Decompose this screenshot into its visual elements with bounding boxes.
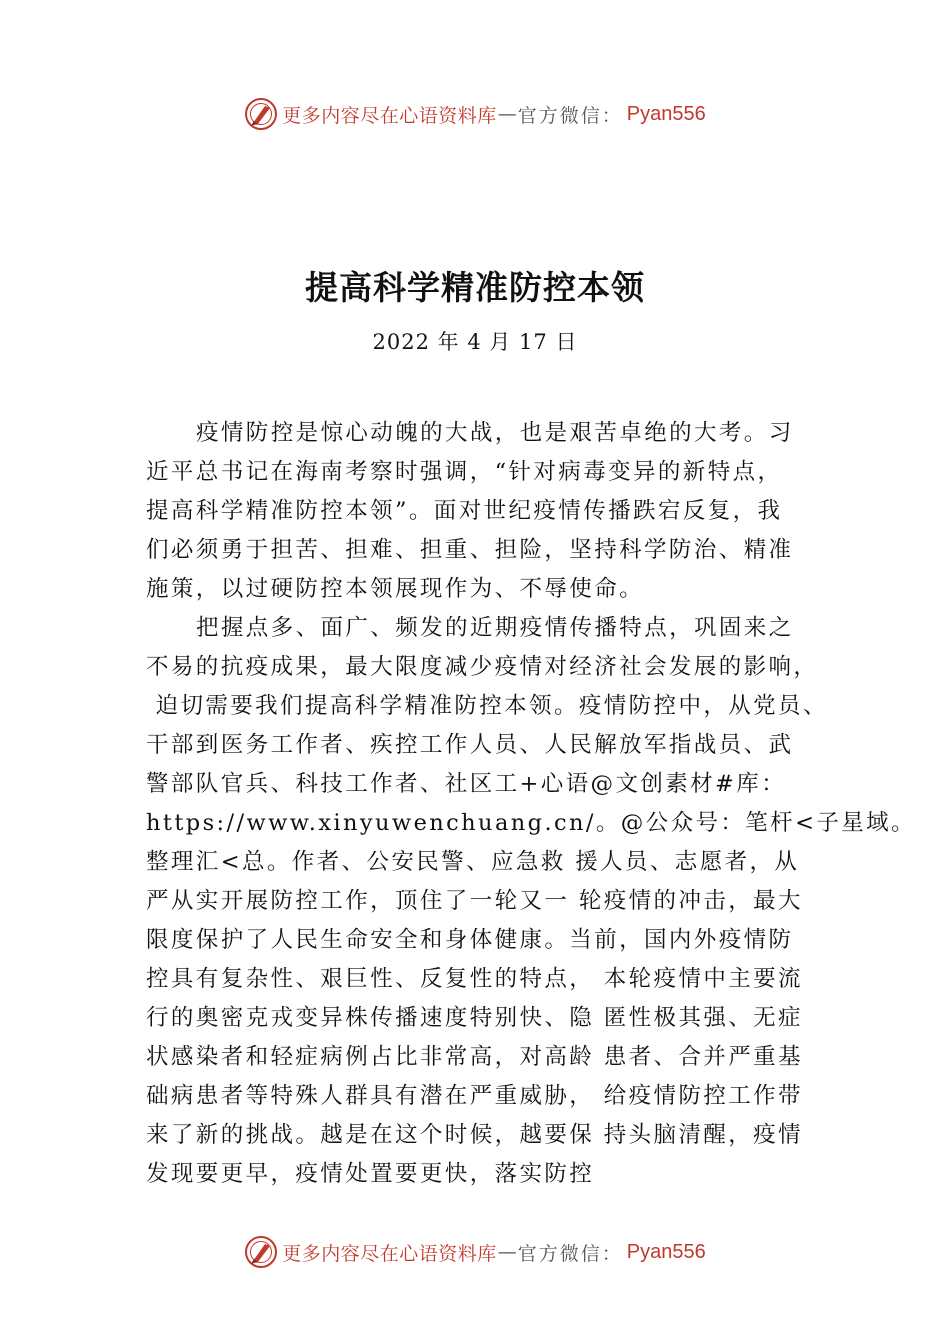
brush-logo-icon [244,97,278,131]
body-line: 提高科学精准防控本领”。面对世纪疫情传播跌宕反复，我 [146,498,783,524]
body-line: 不易的抗疫成果，最大限度减少疫情对经济社会发展的影响， [146,654,819,680]
banner-wechat-id: Pyan556 [626,102,706,125]
body-line: 状感染者和轻症病例占比非常高，对高龄 患者、合并严重基 [146,1044,803,1070]
banner-wechat-label: 官方微信： [517,1242,623,1265]
body-line: 把握点多、面广、频发的近期疫情传播特点，巩固来之 [196,615,794,641]
banner-wechat-id: Pyan556 [626,1240,706,1263]
banner-wechat-label: 官方微信： [517,104,623,127]
body-line: 迫切需要我们提高科学精准防控本领。疫情防控中，从党员、 [146,693,828,719]
body-line: 来了新的挑战。越是在这个时候，越要保 持头脑清醒，疫情 [146,1122,803,1148]
body-line: 发现要更早，疫情处置要更快，落实防控 [146,1161,595,1187]
body-line: 施策，以过硬防控本领展现作为、不辱使命。 [146,576,645,602]
body-line: 整理汇<总。作者、公安民警、应急救 援人员、志愿者，从 [146,849,800,875]
body-line: 干部到医务工作者、疾控工作人员、人民解放军指战员、武 [146,732,794,758]
banner-text: 更多内容尽在心语资料库 [282,1242,497,1265]
body-line: 限度保护了人民生命安全和身体健康。当前，国内外疫情防 [146,927,794,953]
brush-logo-icon [244,1235,278,1269]
banner-dash: — [497,1241,517,1263]
body-line: 们必须勇于担苦、担难、担重、担险，坚持科学防治、精准 [146,537,794,563]
body-line: https://www.xinyuwenchuang.cn/。@公众号：笔杆<子星域。 [146,810,916,836]
header-banner [0,94,950,134]
banner-text: 更多内容尽在心语资料库 [282,104,497,127]
footer-banner [0,1232,950,1272]
body-line: 警部队官兵、科技工作者、社区工+心语@文创素材#库： [146,771,787,797]
document-date: 2022 年 4 月 17 日 [372,330,578,354]
document-body [146,414,916,1194]
body-line: 严从实开展防控工作，顶住了一轮又一 轮疫情的冲击，最大 [146,888,803,914]
page-title: 提高科学精准防控本领 [305,268,645,307]
banner-dash: — [497,103,517,125]
body-line: 近平总书记在海南考察时强调，“针对病毒变异的新特点， [146,459,783,485]
body-line: 行的奥密克戎变异株传播速度特别快、隐 匿性极其强、无症 [146,1005,803,1031]
body-line: 控具有复杂性、艰巨性、反复性的特点， 本轮疫情中主要流 [146,966,803,992]
body-line: 础病患者等特殊人群具有潜在严重威胁， 给疫情防控工作带 [146,1083,803,1109]
body-line: 疫情防控是惊心动魄的大战，也是艰苦卓绝的大考。习 [196,420,794,446]
